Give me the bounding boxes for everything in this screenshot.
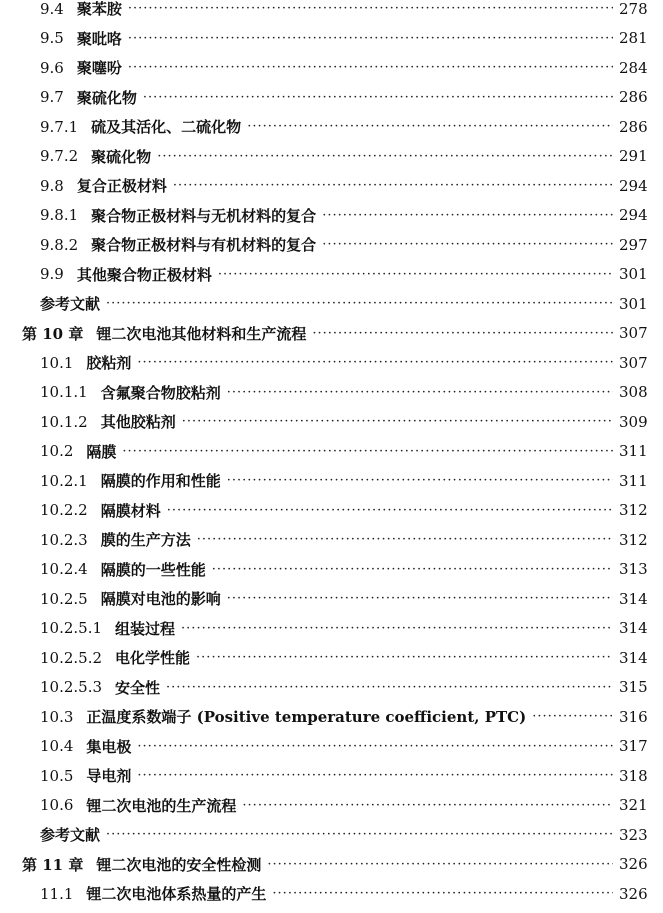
- dot-leader: [218, 267, 613, 282]
- dot-leader: [122, 444, 613, 459]
- toc-section-title: 安全性: [115, 678, 161, 697]
- toc-section-number: 10.2.1: [40, 471, 88, 490]
- toc-page-number: 315: [619, 678, 648, 696]
- toc-page-number: 326: [619, 884, 648, 903]
- toc-section-title: 聚合物正极材料与有机材料的复合: [91, 236, 317, 254]
- toc-row: [0, 674, 663, 701]
- toc-row: [0, 615, 663, 642]
- toc-section-title: 其他聚合物正极材料: [76, 265, 212, 284]
- toc-page-number: 312: [619, 530, 648, 549]
- dot-leader: [128, 1, 613, 16]
- toc-section-number: 10.4: [40, 737, 74, 755]
- toc-section-number: 10.1.2: [40, 412, 88, 431]
- toc-section-number: 10.2.5: [40, 589, 88, 608]
- toc-section-title: 集电极: [86, 737, 132, 756]
- toc-section-title: 隔膜对电池的影响: [100, 590, 221, 608]
- dot-leader: [106, 296, 613, 311]
- toc-section-title: 正温度系数端子 (Positive temperature coefficient, PTC): [86, 708, 527, 726]
- toc-row: [0, 408, 663, 435]
- toc-section-title: 胶粘剂: [86, 354, 132, 372]
- toc-row: [0, 467, 663, 494]
- toc-page-number: 317: [619, 737, 648, 755]
- toc-section-number: 10.2.5.1: [40, 619, 103, 637]
- dot-leader: [106, 827, 613, 842]
- toc-section-number: 9.4: [40, 0, 64, 18]
- toc-row: [0, 585, 663, 612]
- toc-row: [0, 556, 663, 583]
- toc-chapter-row: [0, 320, 663, 347]
- toc-row: [0, 497, 663, 524]
- toc-section-number: 第 11 章: [22, 855, 84, 874]
- toc-page-number: 314: [619, 589, 648, 608]
- toc-row: [0, 25, 663, 52]
- toc-page-number: 301: [619, 294, 648, 313]
- dot-leader: [143, 90, 613, 105]
- toc-page-number: 308: [619, 383, 648, 401]
- toc-section-title: 聚苯胺: [76, 0, 122, 18]
- dot-leader: [312, 326, 613, 341]
- toc-section-title: 组装过程: [115, 619, 176, 638]
- toc-section-number: 10.5: [40, 766, 74, 785]
- toc-section-number: 10.2.3: [40, 530, 88, 549]
- toc-section-number: 9.8: [40, 176, 64, 195]
- toc-page-number: 307: [619, 353, 648, 372]
- toc-section-number: 10.3: [40, 707, 74, 726]
- toc-row: [0, 84, 663, 111]
- toc-section-number: 10.2.2: [40, 501, 88, 519]
- dot-leader: [242, 798, 613, 813]
- toc-section-title: 锂二次电池体系热量的产生: [86, 885, 267, 903]
- dot-leader: [173, 178, 613, 193]
- toc-section-number: 10.2: [40, 442, 74, 460]
- toc-section-title: 隔膜的作用和性能: [100, 472, 221, 490]
- toc-page-number: 321: [619, 796, 648, 814]
- dot-leader: [137, 739, 613, 754]
- toc-page-number: 294: [619, 176, 648, 195]
- dot-leader: [227, 473, 613, 488]
- toc-section-number: 10.1: [40, 353, 74, 372]
- toc-section-title: 隔膜材料: [100, 501, 161, 520]
- toc-page-number: 316: [619, 707, 648, 726]
- toc-row: [0, 438, 663, 465]
- toc-section-title: 锂二次电池的安全性检测: [96, 855, 262, 874]
- toc-section-title: 聚硫化物: [91, 147, 152, 166]
- toc-section-title: 复合正极材料: [76, 177, 167, 195]
- dot-leader: [196, 650, 613, 665]
- toc-page-number: 311: [619, 471, 648, 490]
- dot-leader: [227, 591, 613, 606]
- toc-section-title: 锂二次电池的生产流程: [86, 796, 237, 815]
- toc-section-number: 11.1: [40, 884, 74, 903]
- dot-leader: [182, 414, 613, 429]
- toc-page-number: 278: [619, 0, 648, 18]
- toc-row: [0, 0, 663, 22]
- toc-section-title: 其他胶粘剂: [100, 413, 176, 431]
- dot-leader: [157, 149, 613, 164]
- dot-leader: [137, 768, 613, 783]
- toc-section-title: 膜的生产方法: [100, 531, 191, 549]
- toc-row: [0, 143, 663, 170]
- toc-row: [0, 202, 663, 229]
- dot-leader: [128, 31, 613, 46]
- toc-page-number: 323: [619, 825, 648, 844]
- toc-page-number: 309: [619, 412, 648, 431]
- dot-leader: [227, 385, 613, 400]
- toc-page-number: 313: [619, 560, 648, 578]
- dot-leader: [128, 60, 613, 75]
- toc-section-title: 导电剂: [86, 767, 132, 785]
- dot-leader: [212, 562, 613, 577]
- toc-section-number: 10.2.4: [40, 560, 88, 578]
- dot-leader: [166, 680, 613, 695]
- toc-section-number: 9.8.1: [40, 206, 79, 224]
- toc-section-number: 9.7.1: [40, 117, 79, 136]
- toc-page-number: 312: [619, 501, 648, 519]
- dot-leader: [322, 208, 613, 223]
- dot-leader: [197, 532, 613, 547]
- dot-leader: [181, 621, 613, 636]
- toc-section-title: 硫及其活化、二硫化物: [91, 118, 242, 136]
- toc-page-number: 294: [619, 206, 648, 224]
- toc-section-number: 9.9: [40, 265, 64, 283]
- toc-row: [0, 703, 663, 730]
- toc-page-number: 314: [619, 648, 648, 667]
- toc-section-title: 隔膜: [86, 442, 117, 461]
- toc-section-number: 10.1.1: [40, 383, 88, 401]
- toc-section-title: 含氟聚合物胶粘剂: [100, 383, 221, 402]
- toc-chapter-row: [0, 851, 663, 878]
- toc-row: [0, 644, 663, 671]
- toc-section-title: 聚噻吩: [76, 59, 122, 77]
- toc-page-number: 301: [619, 265, 648, 283]
- toc-row: [0, 733, 663, 760]
- toc-section-number: 9.6: [40, 58, 64, 77]
- toc-section-number: 10.2.5.3: [40, 678, 103, 696]
- toc-row: [0, 261, 663, 288]
- dot-leader: [272, 886, 613, 901]
- toc-section-title: 隔膜的一些性能: [100, 560, 206, 579]
- toc-section-number: 第 10 章: [22, 324, 84, 343]
- toc-section-number: 9.7: [40, 88, 64, 106]
- toc-page-number: 286: [619, 88, 648, 106]
- toc-row: [0, 379, 663, 406]
- toc-page-number: 281: [619, 29, 648, 47]
- toc-page-number: 326: [619, 855, 648, 873]
- toc-section-title: 锂二次电池其他材料和生产流程: [96, 324, 307, 343]
- dot-leader: [322, 237, 613, 252]
- dot-leader: [532, 709, 613, 724]
- toc-page-number: 318: [619, 766, 648, 785]
- toc-row: [0, 172, 663, 199]
- dot-leader: [267, 857, 613, 872]
- toc-page-number: 284: [619, 58, 648, 77]
- toc-section-title: 参考文献: [40, 295, 101, 313]
- toc-page-number: 297: [619, 235, 648, 254]
- toc-section-number: 9.8.2: [40, 235, 79, 254]
- toc-section-title: 电化学性能: [115, 649, 191, 667]
- dot-leader: [247, 119, 613, 134]
- toc-row: [0, 349, 663, 376]
- toc-page-number: 286: [619, 117, 648, 136]
- toc-section-title: 聚合物正极材料与无机材料的复合: [91, 206, 317, 225]
- toc-section-number: 9.7.2: [40, 147, 79, 165]
- toc-row: [0, 113, 663, 140]
- dot-leader: [167, 503, 613, 518]
- dot-leader: [137, 355, 613, 370]
- toc-row: [0, 526, 663, 553]
- toc-row: [0, 54, 663, 81]
- toc-section-title: 聚硫化物: [76, 88, 137, 107]
- toc-section-number: 9.5: [40, 29, 64, 47]
- toc-section-number: 10.2.5.2: [40, 648, 103, 667]
- toc-page-number: 311: [619, 442, 648, 460]
- toc-row: [0, 880, 663, 907]
- toc-row: [0, 792, 663, 819]
- toc-row: [0, 762, 663, 789]
- toc-section-number: 10.6: [40, 796, 74, 814]
- toc-page-number: 291: [619, 147, 648, 165]
- toc-page-number: 314: [619, 619, 648, 637]
- toc-row: [0, 231, 663, 258]
- toc-references-row: [0, 290, 663, 317]
- toc-section-title: 聚吡咯: [76, 29, 122, 48]
- toc-page-number: 307: [619, 324, 648, 342]
- toc-references-row: [0, 821, 663, 848]
- toc-section-title: 参考文献: [40, 826, 101, 844]
